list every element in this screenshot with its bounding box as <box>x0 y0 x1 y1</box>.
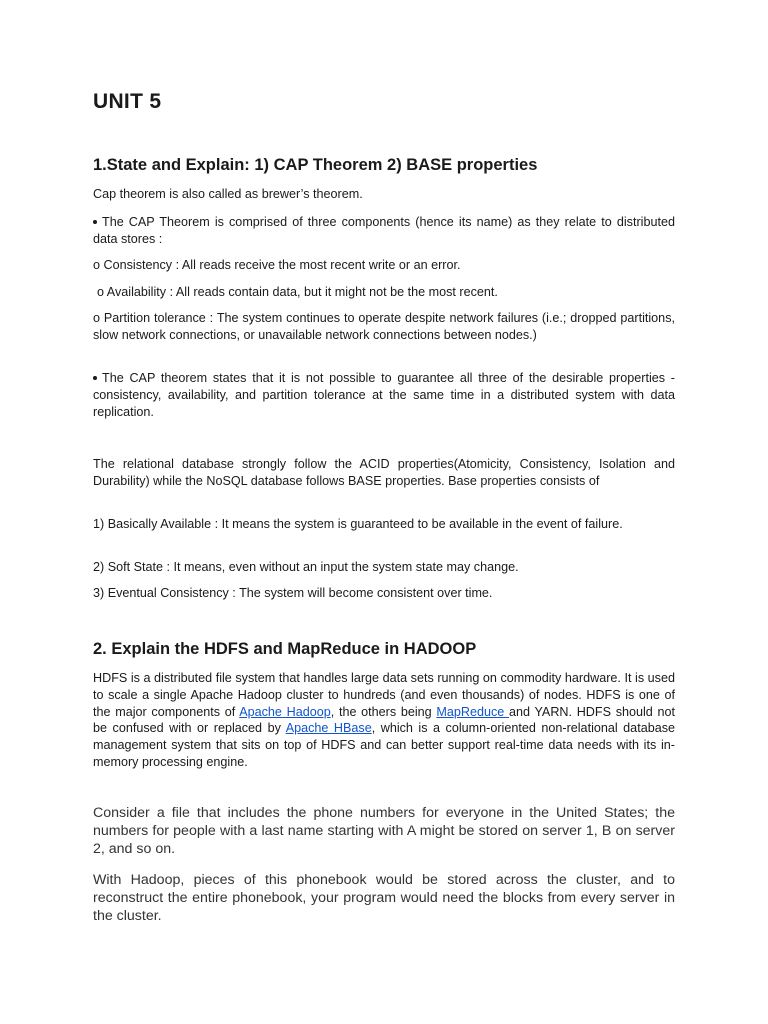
hdfs-text-2: , the others being <box>330 704 437 719</box>
section1-heading: 1.State and Explain: 1) CAP Theorem 2) BASE properties <box>93 156 538 174</box>
mapreduce-link[interactable]: MapReduce <box>436 704 509 719</box>
paragraph-hdfs <box>93 670 675 771</box>
unit-title: UNIT 5 <box>93 90 162 113</box>
paragraph-cap-intro: Cap theorem is also called as brewer’s theorem. <box>93 187 363 201</box>
paragraph-phonebook: Consider a file that includes the phone numbers for everyone in the United States; the numbers for people with a last name starting with A might be stored on server 1, B on server 2, and so on. <box>93 805 675 857</box>
hdfs-text-4: , which is a column-oriented non-relational database management system that sits on top of HDFS and can better support real-time data needs with its in-memory processing engine. <box>93 721 676 769</box>
apache-hbase-link[interactable]: Apache HBase <box>285 721 372 736</box>
bullet-icon <box>93 376 97 380</box>
paragraph-relational-acid: The relational database strongly follow the ACID properties(Atomicity, Consistency, Isolation and Durability) while the NoSQL database follows BASE properties. Base properties consists of <box>93 457 675 488</box>
paragraph-availability: o Availability : All reads contain data, but it might not be the most recent. <box>97 285 498 299</box>
paragraph-hadoop-reconstruct: With Hadoop, pieces of this phonebook would be stored across the cluster, and to reconstruct the entire phonebook, your program would need the blocks from every server in the cluster. <box>93 872 675 924</box>
hdfs-text-3: and YARN. HDFS should not be confused with or replaced by <box>93 704 676 736</box>
section2-heading: 2. Explain the HDFS and MapReduce in HADOOP <box>93 640 477 658</box>
paragraph-cap-statement <box>93 370 675 420</box>
paragraph-basically-available: 1) Basically Available : It means the system is guaranteed to be available in the event of failure. <box>93 517 623 531</box>
paragraph-consistency: o Consistency : All reads receive the most recent write or an error. <box>93 258 461 272</box>
hdfs-text-1: HDFS is a distributed file system that handles large data sets running on commodity hardware. It is used to scale a single Apache Hadoop cluster to hundreds (and even thousands) of nodes. HDFS is one of the major components of <box>93 671 675 719</box>
paragraph-cap-statement-text: The CAP theorem states that it is not possible to guarantee all three of the desirable properties - consistency, availability, and partition tolerance at the same time in a distributed system with data replication. <box>93 371 675 419</box>
bullet-icon <box>93 220 97 224</box>
paragraph-partition-tolerance: o Partition tolerance : The system continues to operate despite network failures (i.e.; dropped partitions, slow network connections, or unavailable network connections between nodes.) <box>93 311 675 342</box>
paragraph-cap-components <box>93 214 675 248</box>
paragraph-eventual-consistency: 3) Eventual Consistency : The system will become consistent over time. <box>93 586 493 600</box>
paragraph-cap-components-text: The CAP Theorem is comprised of three components (hence its name) as they relate to distributed data stores : <box>93 215 675 246</box>
paragraph-soft-state: 2) Soft State : It means, even without an input the system state may change. <box>93 560 519 574</box>
apache-hadoop-link[interactable]: Apache Hadoop <box>239 704 331 719</box>
